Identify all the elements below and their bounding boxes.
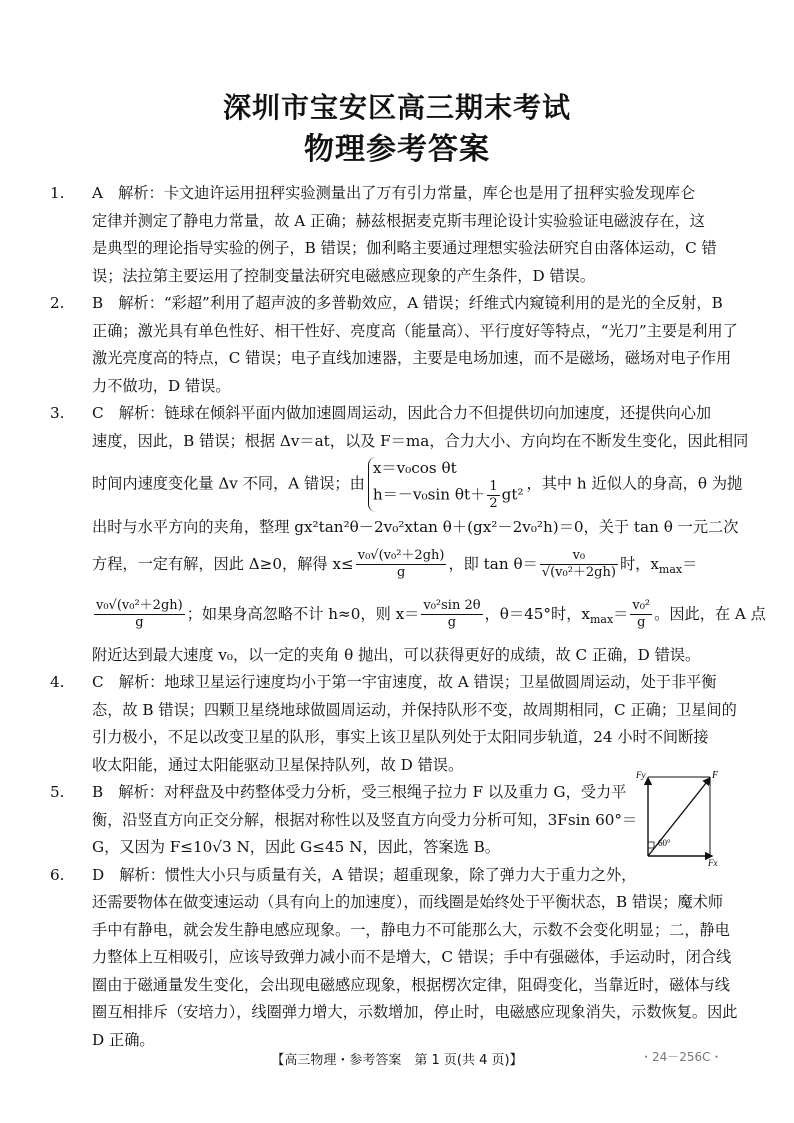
text-fragment: ，其中 h 近似人的身高，θ 为抛: [526, 474, 743, 493]
text-fragment: 时，x: [619, 554, 659, 573]
text-fragment: ，θ＝45°时，x: [484, 604, 590, 623]
subscript: max: [658, 562, 683, 576]
text-line: 定律并测定了静电力常量，故 A 正确；赫兹根据麦克斯韦理论设计实验验证电磁波存在，这: [92, 211, 705, 230]
question-4: [50, 669, 737, 779]
denominator: g: [447, 615, 457, 631]
text-line: B 解析：“彩超”利用了超声波的多普勒效应，A 错误；纤维式内窥镜利用的是光的全反射，B: [92, 294, 723, 312]
text-line: 圈由于磁通量发生变化，会出现电磁感应现象，根据楞次定律，阻碍变化，当靠近时，磁体与线: [92, 975, 730, 994]
question-number: 5.: [50, 783, 65, 802]
fraction: [630, 598, 652, 631]
denominator: 2: [489, 496, 498, 511]
text-fragment: 方程，一定有解，因此 Δ≥0，解得 x≤: [92, 554, 354, 573]
exam-title: 深圳市宝安区高三期末考试: [222, 91, 571, 124]
question-number: 2.: [50, 294, 65, 312]
exam-code: ・24－256C・: [640, 1050, 723, 1064]
text-fragment: 。因此，在 A 点: [654, 604, 766, 623]
text-line: 正确；激光具有单色性好、相干性好、亮度高（能量高）、平行度好等特点，“光刀”主要是利用了: [92, 321, 738, 340]
text-line: 速度，因此，B 错误；根据 Δv＝at，以及 F＝ma，合力大小、方向均在不断发生变化，因此相同: [92, 431, 749, 450]
text-line: 附近达到最大速度 v₀，以一定的夹角 θ 抛出，可以获得更好的成绩，故 C 正确，D 错误。: [92, 645, 701, 664]
answer-title: 物理参考答案: [304, 132, 490, 167]
text-line: [92, 592, 766, 642]
text-line: D 解析：惯性大小只与质量有关，A 错误；超重现象，除了弹力大于重力之外，: [92, 865, 637, 884]
text-line: 出时与水平方向的夹角，整理 gx²tan²θ－2v₀²xtan θ＋(gx²－2v₀²h)＝0，关于 tan θ 一元二次: [92, 518, 739, 536]
question-number: 3.: [50, 404, 65, 422]
denominator: g: [396, 565, 406, 580]
question-number: 4.: [50, 673, 65, 692]
text-line: A 解析：卡文迪许运用扭秤实验测量出了万有引力常量，库仑也是用了扭秤实验发现库仑: [92, 184, 696, 202]
text-line: 衡，沿竖直方向正交分解，根据对称性以及竖直方向受力分析可知，3Fsin 60°＝: [92, 810, 638, 829]
equation-part: gt²: [501, 485, 524, 504]
text-line: 误；法拉第主要运用了控制变量法研究电磁感应现象的产生条件，D 错误。: [92, 266, 596, 285]
text-line: 力整体上互相吸引，应该导致弹力减小而不是增大，C 错误；手中有强磁体，手运动时，闭合线: [92, 948, 732, 967]
text-line: 激光亮度高的特点，C 错误；电子直线加速器，主要是电场加速，而不是磁场，磁场对电子作用: [92, 349, 732, 367]
numerator: v₀²sin 2θ: [423, 598, 481, 614]
force-diagram: [618, 770, 718, 866]
text-line: 态，故 B 错误；四颗卫星绕地球做圆周运动，并保持队形不变，故周期相同，C 正确；卫星间的: [92, 700, 737, 719]
question-number: 1.: [50, 184, 65, 202]
fy-label: Fy: [636, 770, 646, 780]
question-6: [50, 862, 738, 1055]
numerator: 1: [489, 479, 498, 494]
equation-part: h＝－v₀sin θt＋: [372, 485, 486, 504]
page-footer: 【高三物理・参考答案 第 1 页(共 4 页)】: [271, 1053, 523, 1068]
f-label: F: [712, 770, 718, 781]
denominator: g: [637, 615, 646, 631]
denominator: g: [135, 615, 144, 631]
text-line: 还需要物体在做变速运动（具有向上的加速度），而线圈是始终处于平衡状态，B 错误；魔术师: [92, 893, 724, 912]
numerator: v₀²: [632, 598, 651, 614]
text-line: G，又因为 F≤10√3 N，因此 G≤45 N，因此，答案选 B。: [92, 838, 500, 857]
fraction: [94, 598, 185, 631]
text-line: [92, 542, 722, 592]
angle-label: 60°: [658, 838, 671, 848]
text-line: [92, 455, 743, 514]
denominator: √(v₀²＋2gh): [541, 565, 616, 580]
equation-system: [368, 457, 524, 512]
fx-label: Fx: [708, 858, 718, 866]
text-line: B 解析：对秤盘及中药整体受力分析，受三根绳子拉力 F 以及重力 G，受力平: [92, 783, 627, 802]
equation: [373, 479, 524, 512]
subscript: max: [589, 612, 614, 626]
text-line: 力不做功，D 错误。: [92, 376, 231, 395]
fraction: [487, 479, 499, 512]
question-1: [50, 180, 722, 290]
text-fragment: ＝: [682, 554, 698, 573]
numerator: v₀√(v₀²＋2gh): [357, 548, 445, 563]
fraction: [421, 598, 482, 631]
numerator: v₀: [540, 548, 618, 565]
text-line: C 解析：地球卫星运行速度均小于第一宇宙速度，故 A 错误；卫星做圆周运动，处于非平衡: [92, 673, 717, 692]
fraction: [540, 548, 618, 581]
text-fragment: ，即 tan θ＝: [448, 554, 538, 573]
text-line: 收太阳能，通过太阳能驱动卫星保持队列，故 D 错误。: [92, 755, 464, 774]
text-line: 是典型的理论指导实验的例子，B 错误；伽利略主要通过理想实验法研究自由落体运动，C 错: [92, 239, 717, 257]
text-line: 手中有静电，就会发生静电感应现象。一，静电力不可能那么大，示数不会变化明显；二，静电: [92, 920, 730, 939]
text-fragment: 时间内速度变化量 Δv 不同，A 错误；由: [92, 474, 365, 493]
angle-arc: [648, 842, 654, 848]
text-line: C 解析：链球在倾斜平面内做加速圆周运动，因此合力不但提供切向加速度，还提供向心加: [92, 404, 712, 422]
text-fragment: ；如果身高忽略不计 h≈0，则 x＝: [186, 604, 420, 623]
numerator: v₀√(v₀²＋2gh): [96, 598, 183, 614]
question-3: [50, 400, 766, 669]
text-line: D 正确。: [92, 1030, 155, 1049]
text-fragment: ＝: [613, 604, 629, 623]
text-line: 引力极小，不足以改变卫星的队形，事实上该卫星队列处于太阳同步轨道，24 小时不间断接: [92, 728, 709, 747]
equation: x＝v₀cos θt: [372, 459, 457, 477]
question-2: [50, 290, 738, 400]
fraction: [356, 548, 447, 581]
question-number: 6.: [50, 865, 65, 884]
answer-content: [50, 180, 766, 1054]
text-line: 圈互相排斥（安培力），线圈弹力增大，示数增加，停止时，电磁感应现象消失，示数恢复。因此: [92, 1003, 738, 1022]
